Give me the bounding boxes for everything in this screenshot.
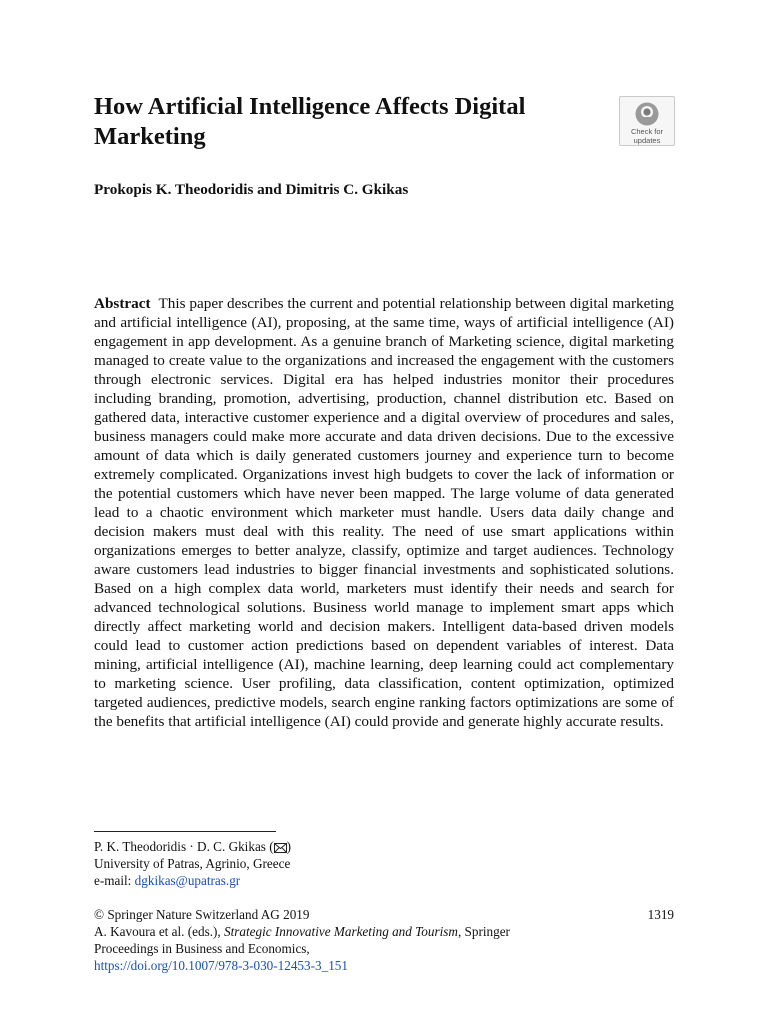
abstract-text: This paper describes the current and potential relationship between digital marketing and artificial intelligence (AI), proposing, at the same time, ways of artificial intelligence (AI) engagement in app development. As a genuine branch of Marketing science, digital marketing managed to create value to the organizations and increased the engagement with the customers through electronic services. Digital era has helped industries monitor their procedures including branding, promotion, advertising, production, channel distribution etc. Based on gathered data, interactive customer experience and a digital overview of procedures and sales, business managers could make more accurate and data driven decisions. Due to the excessive amount of data which is daily generated customers journey and experience turn to become extremely complicated. Organizations invest high budgets to cover the lack of information or the potential customers which have never been mapped. The large volume of data generated lead to a chaotic environment which marketer must handle. Users data daily change and decision makers must deal with this reality. The need of use smart applications within organizations emerges to better analyze, classify, optimize and target audiences. Technology aware customers lead industries to bigger financial investments and sophisticated solutions. Based on a high complex data world, marketers must identify their needs and search for advanced technological solutions. Business world manage to implement smart apps which directly affect marketing world and decision makers. Intelligent data-based driven models could lead to customer action predictions based on dependent variables of interest. Data mining, artificial intelligence (AI), machine learning, deep learning could act complementary to marketing science. User profiling, data classification, content optimization, optimized targeted audiences, predictive models, search engine ranking factors optimizations are some of the benefits that artificial intelligence (AI) could provide and generate highly accurate results. bbox=[94, 295, 674, 730]
abstract-paragraph bbox=[94, 294, 674, 731]
paper-title: How Artificial Intelligence Affects Digital Marketing bbox=[94, 93, 526, 150]
affiliation-email-line bbox=[94, 872, 494, 889]
affiliation-institution: University of Patras, Agrinio, Greece bbox=[94, 856, 291, 871]
series-line: Proceedings in Business and Economics, bbox=[94, 941, 310, 956]
footnote-divider bbox=[94, 831, 276, 832]
citation-line bbox=[94, 923, 674, 940]
abstract-heading: Abstract bbox=[94, 295, 151, 312]
affiliation-names: P. K. Theodoridis · D. C. Gkikas ( bbox=[94, 839, 274, 854]
badge-label-line2: updates bbox=[633, 135, 661, 145]
author-list: Prokopis K. Theodoridis and Dimitris C. Gkikas bbox=[94, 181, 409, 198]
email-link[interactable]: dgkikas@upatras.gr bbox=[134, 873, 241, 888]
badge-label-line1: Check for bbox=[630, 127, 664, 136]
affiliation-names-close: ) bbox=[286, 839, 292, 854]
envelope-icon bbox=[274, 843, 287, 853]
page-number: 1319 bbox=[647, 907, 674, 922]
citation-footer bbox=[94, 906, 674, 974]
check-for-updates-badge[interactable] bbox=[619, 96, 675, 146]
citation-prefix: A. Kavoura et al. (eds.), bbox=[94, 924, 224, 939]
citation-suffix: , Springer bbox=[457, 924, 510, 939]
citation-book-title: Strategic Innovative Marketing and Tourism bbox=[224, 924, 458, 939]
doi-link[interactable]: https://doi.org/10.1007/978-3-030-12453-3_151 bbox=[94, 958, 348, 973]
email-label: e-mail: bbox=[94, 873, 135, 888]
check-for-updates-icon bbox=[634, 101, 660, 127]
affiliation-block bbox=[94, 838, 494, 889]
affiliation-names-line bbox=[94, 838, 494, 855]
copyright-line: © Springer Nature Switzerland AG 2019 bbox=[94, 907, 310, 922]
